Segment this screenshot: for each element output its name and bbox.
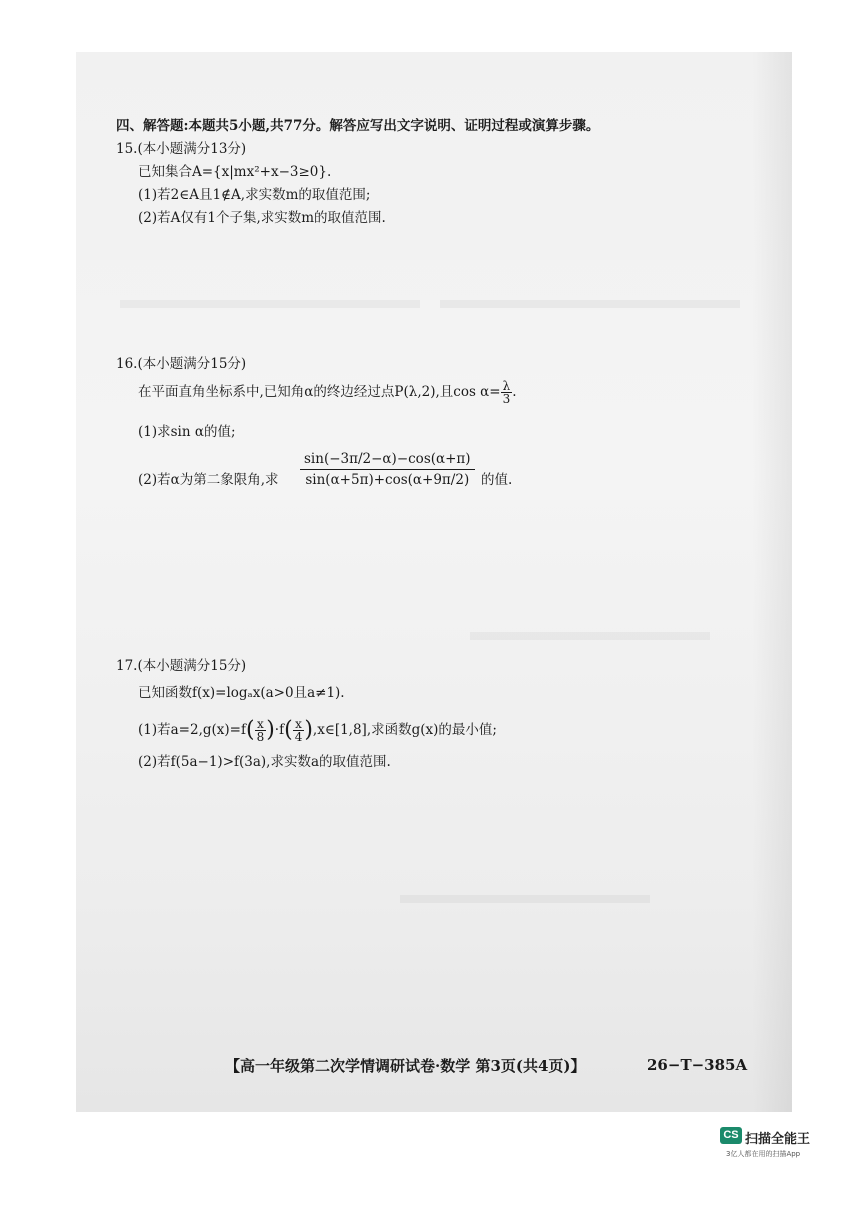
- q15-part2: (2)若A仅有1个子集,求实数m的取值范围.: [138, 210, 386, 226]
- bleed-through: [400, 895, 650, 903]
- q15-part1: (1)若2∈A且1∉A,求实数m的取值范围;: [138, 187, 371, 203]
- q17-fraction-x-over-8: [255, 718, 267, 743]
- section-heading: 四、解答题:本题共5小题,共77分。解答应写出文字说明、证明过程或演算步骤。: [116, 118, 600, 134]
- scan-shadow: [752, 52, 792, 1112]
- q17-title: 17.(本小题满分15分): [116, 658, 247, 674]
- q16-stem-prefix: 在平面直角坐标系中,已知角α的终边经过点P(λ,2),且cos α=: [138, 384, 501, 400]
- camscanner-logo: CS: [720, 1127, 742, 1144]
- fraction-numerator: x: [295, 717, 302, 731]
- page-footer: 【高一年级第二次学情调研试卷·数学 第3页(共4页)】: [225, 1057, 586, 1075]
- q16-expression-denominator: sin(α+5π)+cos(α+9π/2): [305, 472, 470, 488]
- q15-title: 15.(本小题满分13分): [116, 141, 247, 157]
- paren-close: ): [266, 717, 275, 743]
- bleed-through: [470, 632, 710, 640]
- q16-stem: [138, 380, 517, 405]
- q16-expression-fraction: [300, 451, 475, 488]
- q17-part1-suffix: ,x∈[1,8],求函数g(x)的最小值;: [312, 722, 497, 738]
- q16-stem-suffix: .: [512, 384, 517, 400]
- q16-title: 16.(本小题满分15分): [116, 356, 247, 372]
- fraction-denominator: 3: [502, 392, 511, 406]
- paren-close: ): [304, 717, 313, 743]
- q15-stem: 已知集合A={x|mx²+x−3≥0}.: [138, 164, 332, 180]
- q17-part1-prefix: (1)若a=2,g(x)=f: [138, 722, 246, 738]
- bleed-through: [120, 300, 420, 308]
- fraction-numerator: λ: [502, 379, 511, 393]
- q17-part1-mid: ·f: [274, 722, 285, 738]
- q17-stem: 已知函数f(x)=logₐx(a>0且a≠1).: [138, 685, 345, 701]
- fraction-denominator: 8: [256, 730, 265, 744]
- q16-expression-numerator: sin(−3π/2−α)−cos(α+π): [300, 451, 475, 470]
- fraction-numerator: x: [256, 717, 264, 731]
- paren-open: (: [245, 717, 255, 743]
- q17-part2: (2)若f(5a−1)>f(3a),求实数a的取值范围.: [138, 754, 391, 770]
- camscanner-name: 扫描全能王: [745, 1132, 811, 1147]
- paren-open: (: [284, 717, 293, 743]
- fraction-denominator: 4: [294, 730, 303, 744]
- camscanner-tagline: 3亿人都在用的扫描App: [726, 1150, 801, 1158]
- q16-part2-suffix: 的值.: [481, 472, 513, 488]
- q17-part1: [138, 718, 497, 743]
- exam-code: 26−T−385A: [647, 1056, 748, 1074]
- q16-part1: (1)求sin α的值;: [138, 424, 236, 440]
- q16-part2-prefix: (2)若α为第二象限角,求: [138, 472, 279, 488]
- q17-fraction-x-over-4: [293, 718, 305, 743]
- bleed-through: [440, 300, 740, 308]
- q16-cos-fraction: [501, 380, 513, 405]
